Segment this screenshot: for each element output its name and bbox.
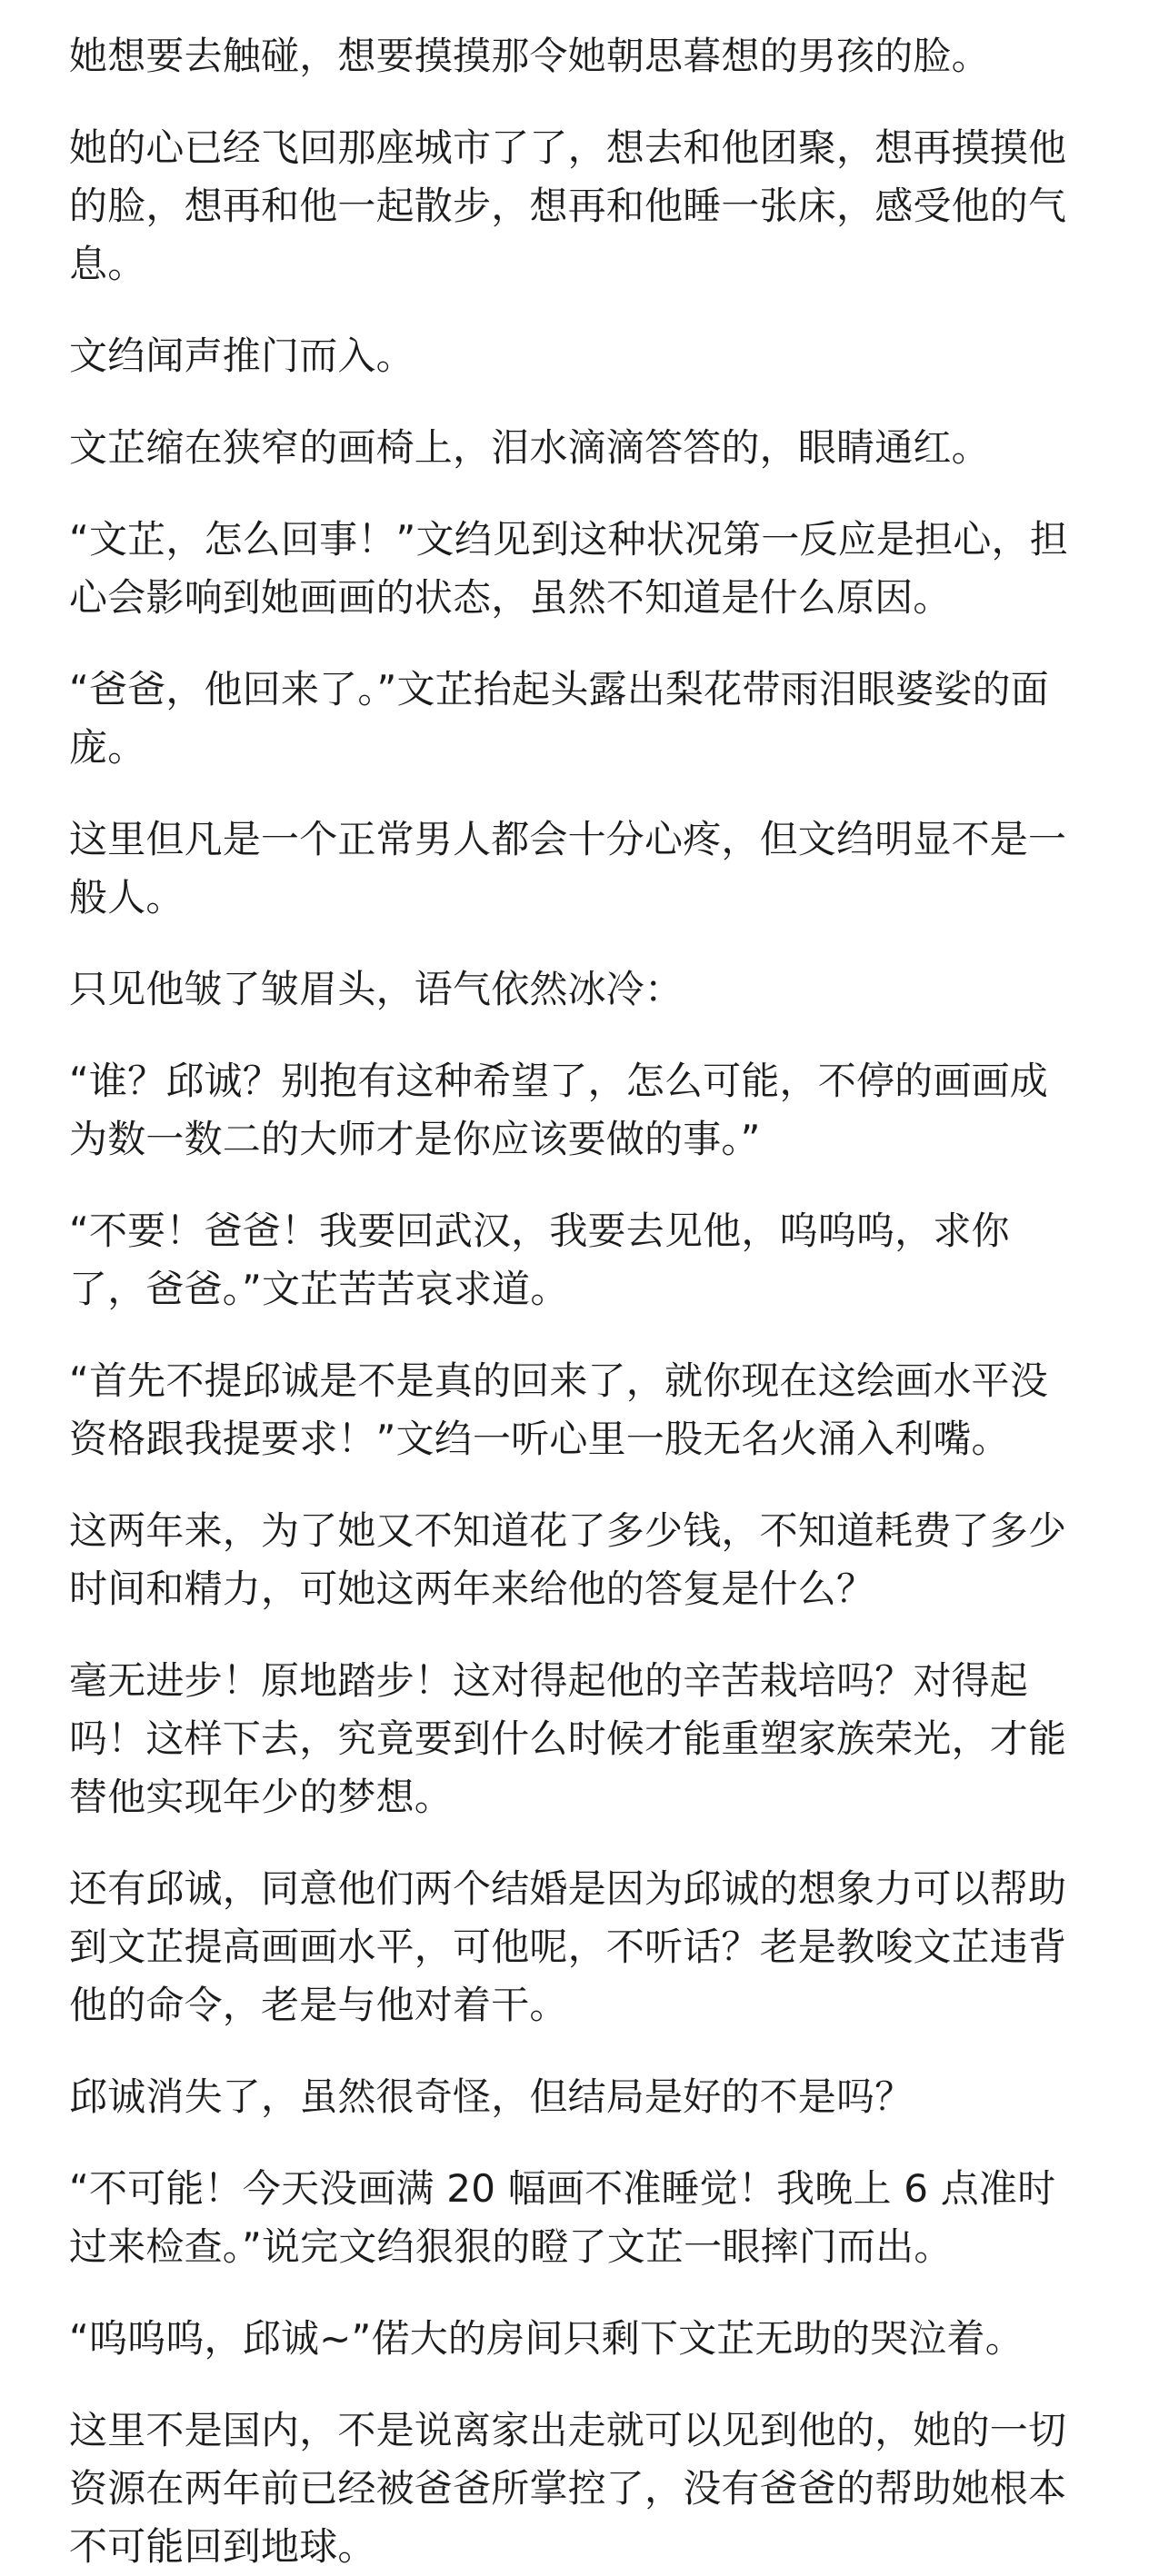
paragraph-3: 文绉闻声推门而入。 bbox=[69, 333, 415, 378]
paragraph-15: 邱诚消失了，虽然很奇怪，但结局是好的不是吗？ bbox=[69, 2074, 914, 2119]
paragraph-18: 这里不是国内，不是说离家出走就可以见到他的，她的一切资源在两年前已经被爸爸所掌控了，没有爸爸的帮助她根本不可能回到地球。 bbox=[69, 2408, 1067, 2569]
paragraph-16: “不可能！今天没画满 20 幅画不准睡觉！我晚上 6 点准时过来检查。”说完文绉狠狠的瞪了文芷一眼摔门而出。 bbox=[69, 2166, 1056, 2269]
paragraph-7: 这里但凡是一个正常男人都会十分心疼，但文绉明显不是一般人。 bbox=[69, 817, 1067, 920]
paragraph-4: 文芷缩在狭窄的画椅上，泪水滴滴答答的，眼睛通红。 bbox=[69, 425, 990, 470]
paragraph-2: 她的心已经飞回那座城市了了，想去和他团聚，想再摸摸他的脸，想再和他一起散步，想再和他睡一张床，感受他的气息。 bbox=[69, 125, 1067, 286]
paragraph-12: 这两年来，为了她又不知道花了多少钱，不知道耗费了多少时间和精力，可她这两年来给他的答复是什么？ bbox=[69, 1508, 1067, 1611]
paragraph-13: 毫无进步！原地踏步！这对得起他的辛苦栽培吗？对得起吗！这样下去，究竟要到什么时候才能重塑家族荣光，才能替他实现年少的梦想。 bbox=[69, 1658, 1067, 1819]
paragraph-17: “呜呜呜，邱诚~”偌大的房间只剩下文芷无助的哭泣着。 bbox=[69, 2316, 1024, 2361]
paragraph-5: “文芷，怎么回事！”文绉见到这种状况第一反应是担心，担心会影响到她画画的状态，虽然不知道是什么原因。 bbox=[69, 517, 1068, 620]
paragraph-9: “谁？邱诚？别抱有这种希望了，怎么可能，不停的画画成为数一数二的大师才是你应该要做的事。” bbox=[69, 1059, 1048, 1161]
paragraph-10: “不要！爸爸！我要回武汉，我要去见他，呜呜呜，求你了，爸爸。”文芷苦苦哀求道。 bbox=[69, 1208, 1010, 1311]
paragraph-11: “首先不提邱诚是不是真的回来了，就你现在这绘画水平没资格跟我提要求！”文绉一听心里一股无名火涌入利嘴。 bbox=[69, 1358, 1048, 1461]
paragraph-6: “爸爸，他回来了。”文芷抬起头露出梨花带雨泪眼婆娑的面庞。 bbox=[69, 667, 1049, 770]
paragraph-14: 还有邱诚，同意他们两个结婚是因为邱诚的想象力可以帮助到文芷提高画画水平，可他呢，不听话？老是教唆文芷违背他的命令，老是与他对着干。 bbox=[69, 1866, 1067, 2027]
paragraph-1: 她想要去触碰，想要摸摸那令她朝思暮想的男孩的脸。 bbox=[69, 34, 990, 78]
paragraph-8: 只见他皱了皱眉头，语气依然冰冷： bbox=[69, 967, 684, 1011]
